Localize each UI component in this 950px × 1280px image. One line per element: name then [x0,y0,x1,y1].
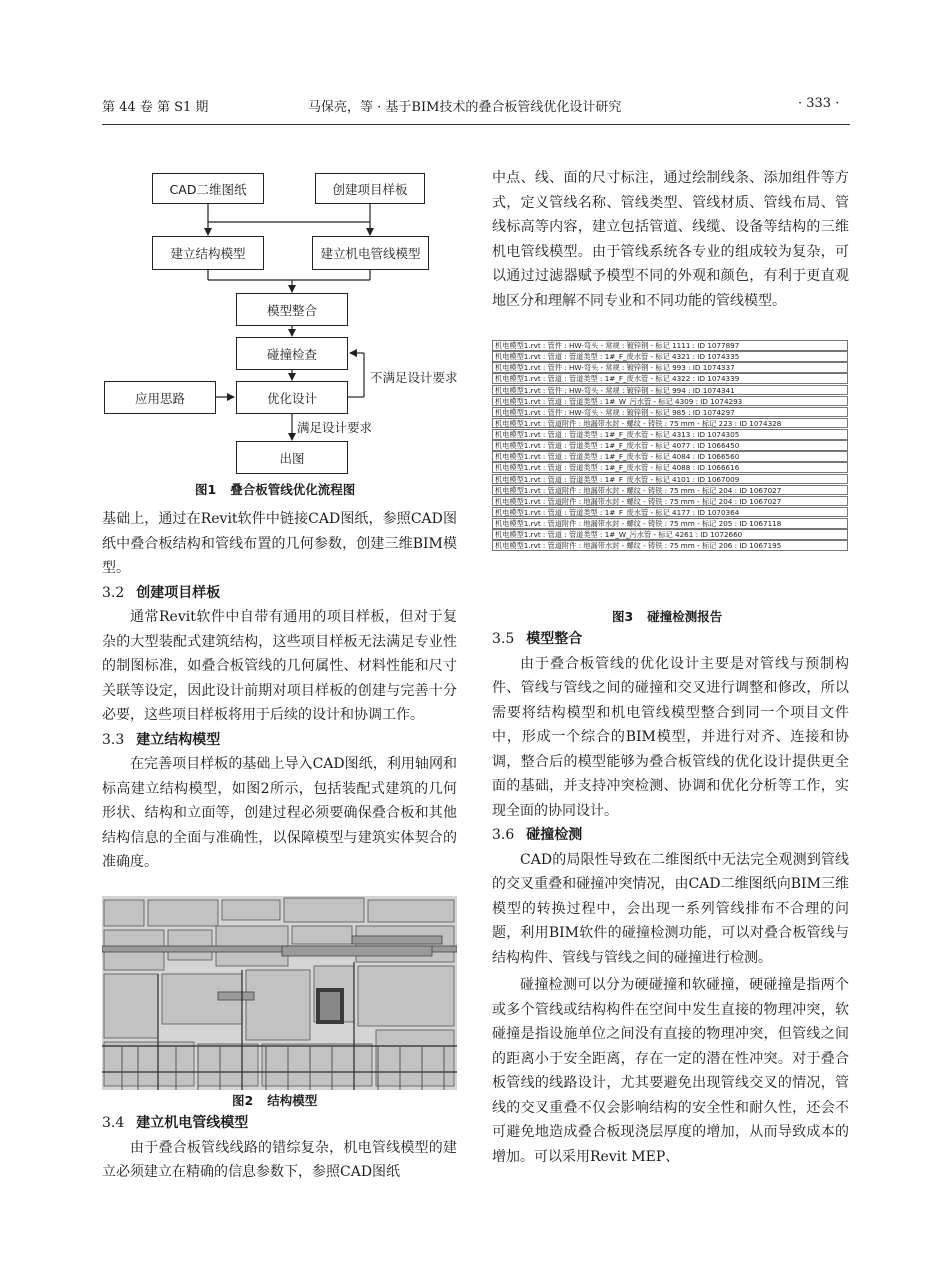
flow-box-mep-model: 建立机电管线模型 [312,236,429,270]
paragraph-structure-model: 在完善项目样板的基础上导入CAD图纸，利用轴网和标高建立结构模型，如图2所示，包括装配式建筑的几何形状、结构和立面等，创建过程必须要确保叠合板和其他结构信息的全面与准确性，以保障模型与建筑实体契合的准确度。 [102,756,457,870]
right-column-lower [492,627,849,1169]
flow-box-create-template: 创建项目样板 [315,173,425,204]
left-column-lower [102,1111,457,1185]
flow-box-structure-model: 建立结构模型 [152,236,264,270]
figure3-clash-report [492,340,848,603]
clash-row: 机电模型1.rvt : 管道 : 管道类型 : 1#_F_废水管 - 标记 4088 : ID 1066616 [492,462,848,473]
clash-row: 机电模型1.rvt : 管道 : 管道类型 : 1#_F_废水管 - 标记 4313 : ID 1074305 [492,429,848,440]
figure3-caption-text: 碰撞检测报告 [647,609,723,624]
header-page-number: · 333 · [798,96,840,111]
section-3-2-heading: 3.2 创建项目样板 [102,584,221,601]
figure1-caption [195,480,355,498]
paragraph-project-template: 通常Revit软件中自带有通用的项目样板，但对于复杂的大型装配式建筑结构，这些项目样板无法满足专业性的制图标准，如叠合板管线的几何属性、材料性能和尺寸关联等设定，因此设计前期对项目样板的创建与完善十分必要，这些项目样板将用于后续的设计和协调工作。 [102,609,457,723]
clash-row: 机电模型1.rvt : 管件 : HW-弯头 - 常规 : 镀锌钢 - 标记 1111 : ID 1077897 [492,340,848,351]
flow-box-cad-drawing: CAD二维图纸 [152,173,264,204]
paragraph-bim-link: 基础上，通过在Revit软件中链接CAD图纸，参照CAD图纸中叠合板结构和管线布置的几何参数，创建三维BIM模型。 [102,511,457,576]
figure2-caption-text: 结构模型 [267,1093,318,1108]
clash-row: 机电模型1.rvt : 管道附件 : 地漏带水封 - 螺纹 - 铸铁 : 75 mm - 标记 204 : ID 1067027 [492,485,848,496]
paragraph-clash-detection-intro: CAD的局限性导致在二维图纸中无法完全观测到管线的交叉重叠和碰撞冲突情况，由CAD二维图纸向BIM三维模型的转换过程中，会出现一系列管线排布不合理的问题，利用BIM软件的碰撞检测功能，可以对叠合板管线与结构构件、管线与管线之间的碰撞进行检测。 [492,851,849,966]
section-3-4-heading: 3.4 建立机电管线模型 [102,1115,249,1131]
clash-row: 机电模型1.rvt : 管道附件 : 地漏带水封 - 螺纹 - 铸铁 : 75 mm - 标记 206 : ID 1067195 [492,540,848,551]
flow-label-unmet: 不满足设计要求 [370,370,458,385]
section-3-5-heading: 3.5 模型整合 [492,631,583,647]
clash-row: 机电模型1.rvt : 管道附件 : 地漏带水封 - 螺纹 - 铸铁 : 75 mm - 标记 223 : ID 1074328 [492,418,848,429]
figure1-caption-number: 图1 [195,482,217,497]
header-title: 马保亮，等 · 基于BIM技术的叠合板管线优化设计研究 [308,100,622,115]
figure2-caption-number: 图2 [232,1093,254,1108]
right-column-upper [492,166,849,313]
figure2-structure-model-image [102,896,457,1090]
figure3-caption-number: 图3 [612,609,634,624]
clash-row: 机电模型1.rvt : 管道附件 : 地漏带水封 - 螺纹 - 铸铁 : 75 mm - 标记 205 : ID 1067118 [492,518,848,529]
flow-box-model-integration: 模型整合 [236,293,348,326]
figure2-caption [232,1091,317,1109]
figure1-caption-text: 叠合板管线优化流程图 [230,482,356,497]
flow-label-met: 满足设计要求 [297,420,373,435]
paragraph-model-integration: 由于叠合板管线的优化设计主要是对管线与预制构件、管线与管线之间的碰撞和交叉进行调整和修改，所以需要将结构模型和机电管线模型整合到同一个项目文件中，形成一个综合的BIM模型，并进行对齐、连接和协调，整合后的模型能够为叠合板管线的优化设计提供更全面的基础，并支持冲突检测、协调和优化分析等工作，实现全面的协同设计。 [492,655,849,819]
clash-row: 机电模型1.rvt : 管道附件 : 地漏带水封 - 螺纹 - 铸铁 : 75 mm - 标记 204 : ID 1067027 [492,496,848,507]
section-3-6-heading: 3.6 碰撞检测 [492,827,583,843]
flow-box-optimize-design: 优化设计 [236,381,348,414]
paragraph-mep-model: 由于叠合板管线线路的错综复杂，机电管线模型的建立必须建立在精确的信息参数下，参照CAD图纸 [102,1139,457,1180]
clash-row: 机电模型1.rvt : 管件 : HW-弯头 - 常规 : 镀锌钢 - 标记 993 : ID 1074337 [492,362,848,373]
clash-row: 机电模型1.rvt : 管件 : HW-弯头 - 常规 : 镀锌钢 - 标记 994 : ID 1074341 [492,385,848,396]
flow-box-output-drawing: 出图 [236,441,348,474]
clash-row: 机电模型1.rvt : 管道 : 管道类型 : 1#_W_污水管 - 标记 4309 : ID 1074293 [492,396,848,407]
left-column-upper [102,507,457,875]
clash-row: 机电模型1.rvt : 管道 : 管道类型 : 1#_F_废水管 - 标记 4177 : ID 1070364 [492,507,848,518]
clash-row: 机电模型1.rvt : 管道 : 管道类型 : 1#_F_废水管 - 标记 4321 : ID 1074335 [492,351,848,362]
header-volume: 第 44 卷 第 S1 期 [102,100,209,115]
paragraph-clash-types: 碰撞检测可以分为硬碰撞和软碰撞，硬碰撞是指两个或多个管线或结构构件在空间中发生直接的物理冲突，软碰撞是指设施单位之间没有直接的物理冲突，但管线之间的距离小于安全距离，存在一定的潜在性冲突。对于叠合板管线的线路设计，尤其要避免出现管线交叉的情况，管线的交叉重叠不仅会影响结构的安全性和耐久性，还会不可避免地造成叠合板现浇层厚度的增加，从而导致成本的增加。可以采用Revit MEP、 [492,977,849,1165]
clash-row: 机电模型1.rvt : 管道 : 管道类型 : 1#_F_废水管 - 标记 4101 : ID 1067009 [492,474,848,485]
flow-box-clash-check: 碰撞检查 [236,337,348,370]
flow-box-application-approach: 应用思路 [104,381,216,414]
paragraph-mep-dimensions: 中点、线、面的尺寸标注，通过绘制线条、添加组件等方式，定义管线名称、管线类型、管线材质、管线布局、管线标高等内容，建立包括管道、线缆、设备等结构的三维机电管线模型。由于管线系统各专业的组成较为复杂，可以通过过滤器赋予模型不同的外观和颜色，有利于更直观地区分和理解不同专业和不同功能的管线模型。 [492,170,849,309]
section-3-3-heading: 3.3 建立结构模型 [102,731,221,748]
clash-row: 机电模型1.rvt : 管道 : 管道类型 : 1#_F_废水管 - 标记 4077 : ID 1066450 [492,440,848,451]
figure3-caption [612,607,722,625]
clash-row: 机电模型1.rvt : 管道 : 管道类型 : 1#_F_废水管 - 标记 4084 : ID 1066560 [492,451,848,462]
clash-row: 机电模型1.rvt : 管道 : 管道类型 : 1#_W_污水管 - 标记 4261 : ID 1072660 [492,529,848,540]
clash-row: 机电模型1.rvt : 管件 : HW-弯头 - 常规 : 镀锌钢 - 标记 985 : ID 1074297 [492,407,848,418]
clash-row: 机电模型1.rvt : 管道 : 管道类型 : 1#_F_废水管 - 标记 4322 : ID 1074339 [492,373,848,384]
